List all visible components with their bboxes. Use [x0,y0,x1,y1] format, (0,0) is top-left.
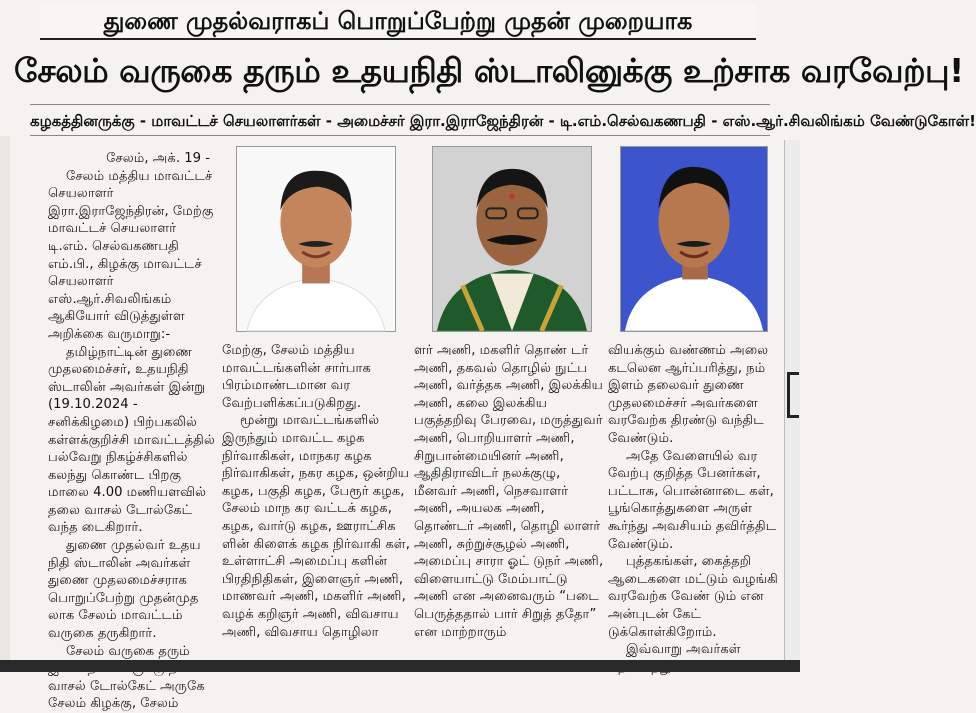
paragraph: மூன்று மாவட்டங்களில் இருந்தும் மாவட்ட கழக நிர்வாகிகள், மாநகர கழக நிர்வாகிகள், நகர கழக, ஒன்றிய கழக, பகுதி கழக, பேரூர் கழக, சேலம் மாந கர வட்டக் கழக, கழக, வார்டு கழக, ஊராட்சிக ளின் கிளைக் கழக நிர்வாகி கள், உள்ளாட்சி அமைப்பு களின் பிரதிநிதிகள், இளைஞர் அணி, மாணவர் அணி, மகளிர் அணி, வழக் கறிஞர் அணி, விவசாய அணி, விவசாய தொழிலா [222,413,410,640]
paragraph: அதே வேளையில் வர வேற்பு குறித்த பேனர்கள், பட்டாசு, பொன்னாடை கள், பூங்கொத்துகளை அருள் கூர்ந்து அவசியம் தவிர்த்திட வேண்டும். [608,448,777,552]
paragraph: சேலம் வருகை தரும் வாசல் டோல்கேட் அருகே சேலம் கிழக்கு, சேலம் [48,643,205,712]
portrait-photo-1 [236,146,396,332]
article-column-1 [48,150,216,713]
left-margin [0,136,10,672]
article-column-2 [222,342,414,641]
article-subhead: கழகத்தினருக்கு - மாவட்டச் செயலாளர்கள் - அமைச்சர் இரா.இராஜேந்திரன் - டி.எம்.செல்வகணபதி - எஸ்.ஆர்.சிவலிங்கம் வேண்டுகோள்! [30,104,770,136]
portrait-photo-3 [620,146,768,332]
paragraph: ளர் அணி, மகளிர் தொண் டர் அணி, தகவல் தொழில் நுட்ப அணி, வர்த்தக அணி, இலக்கிய அணி, கலை இலக்கிய பகுத்தறிவு பேரவை, மருத்துவர் அணி, பொறியாளர் அணி, சிறுபான்மையினர் அணி, ஆதிதிராவிடர் நலக்குழு, மீனவர் அணி, நெசவாளர் அணி, அயலக அணி, தொண்டர் அணி, தொழி லாளர் அணி, சுற்றுச்சூழல் அணி, அமைப்பு சாரா ஓட் டுநர் அணி, விளையாட்டு மேம்பாட்டு அணி என அனைவரும் “படை பெருத்ததால் பார் சிறுத் ததோ” என மாற்றாரும் [414,343,604,640]
paragraph: இவ்வாறு அவர்கள் [626,642,741,658]
dateline: சேலம், அக். 19 - [106,151,210,166]
article-column-4 [608,342,778,676]
adjacent-article-edge [784,140,800,672]
portrait-man-green-shawl-icon [433,147,591,331]
next-headline-strip [0,660,800,672]
paragraph: சேலம் மத்திய மாவட்டச் செயலாளர் இரா.இராஜேந்திரன், மேற்கு மாவட்டச் செயலாளர் டி.எம். செல்வகணபதி எம்.பி., கிழக்கு மாவட்டச் செயலாளர் எஸ்.ஆர்.சிவலிங்கம் ஆகியோர் விடுத்துள்ள அறிக்கை வருமாறு:- [48,168,214,342]
paragraph: துணை முதல்வர் உதய நிதி ஸ்டாலின் அவர்கள் துணை முதலமைச்சராக பொறுப்பேற்று முதன்முத லாக சேலம் மாவட்டம் வருகை தருகிறார். [48,538,201,642]
article-column-3 [414,342,604,641]
article-headline: சேலம் வருகை தரும் உதயநிதி ஸ்டாலினுக்கு உற்சாக வரவேற்பு! [14,51,964,90]
portrait-man-blue-background-icon [621,147,767,331]
paragraph: புத்தகங்கள், கைத்தறி ஆடைகளை மட்டும் வழங்கி வரவேற்க வேண் டும் என அன்புடன் கேட் டுக்கொள்கிறோம். [608,554,778,640]
paragraph: தமிழ்நாட்டின் துணை முதலமைச்சர், உதயநிதி ஸ்டாலின் அவர்கள் இன்று (19.10.2024 - சனிக்கிழமை) பிற்பகலில் கள்ளக்குறிச்சி மாவட்டத்தில் பல்வேறு நிகழ்ச்சிகளில் கலந்து கொண்ட பிறகு மாலை 4.00 மணியளவில் தலை வாசல் டோல்கேட் வந்த டைகிறார். [48,344,215,536]
paragraph: மேற்கு, சேலம் மத்திய மாவட்டங்களின் சார்பாக பிரம்மாண்டமான வர வேற்பளிக்கப்படுகிறது. [222,343,371,411]
portrait-man-white-shirt-icon [237,147,395,331]
portrait-photo-2 [432,146,592,332]
article-kicker: துணை முதல்வராகப் பொறுப்பேற்று முதன் முறையாக [40,4,756,40]
paragraph: வியக்கும் வண்ணம் அலை கடலென ஆர்ப்பரித்து, நம் இளம் தலைவர் துணை முதலமைச்சர் அவர்களை வரவேற்க திரண்டு வந்திட வேண்டும். [608,343,769,446]
